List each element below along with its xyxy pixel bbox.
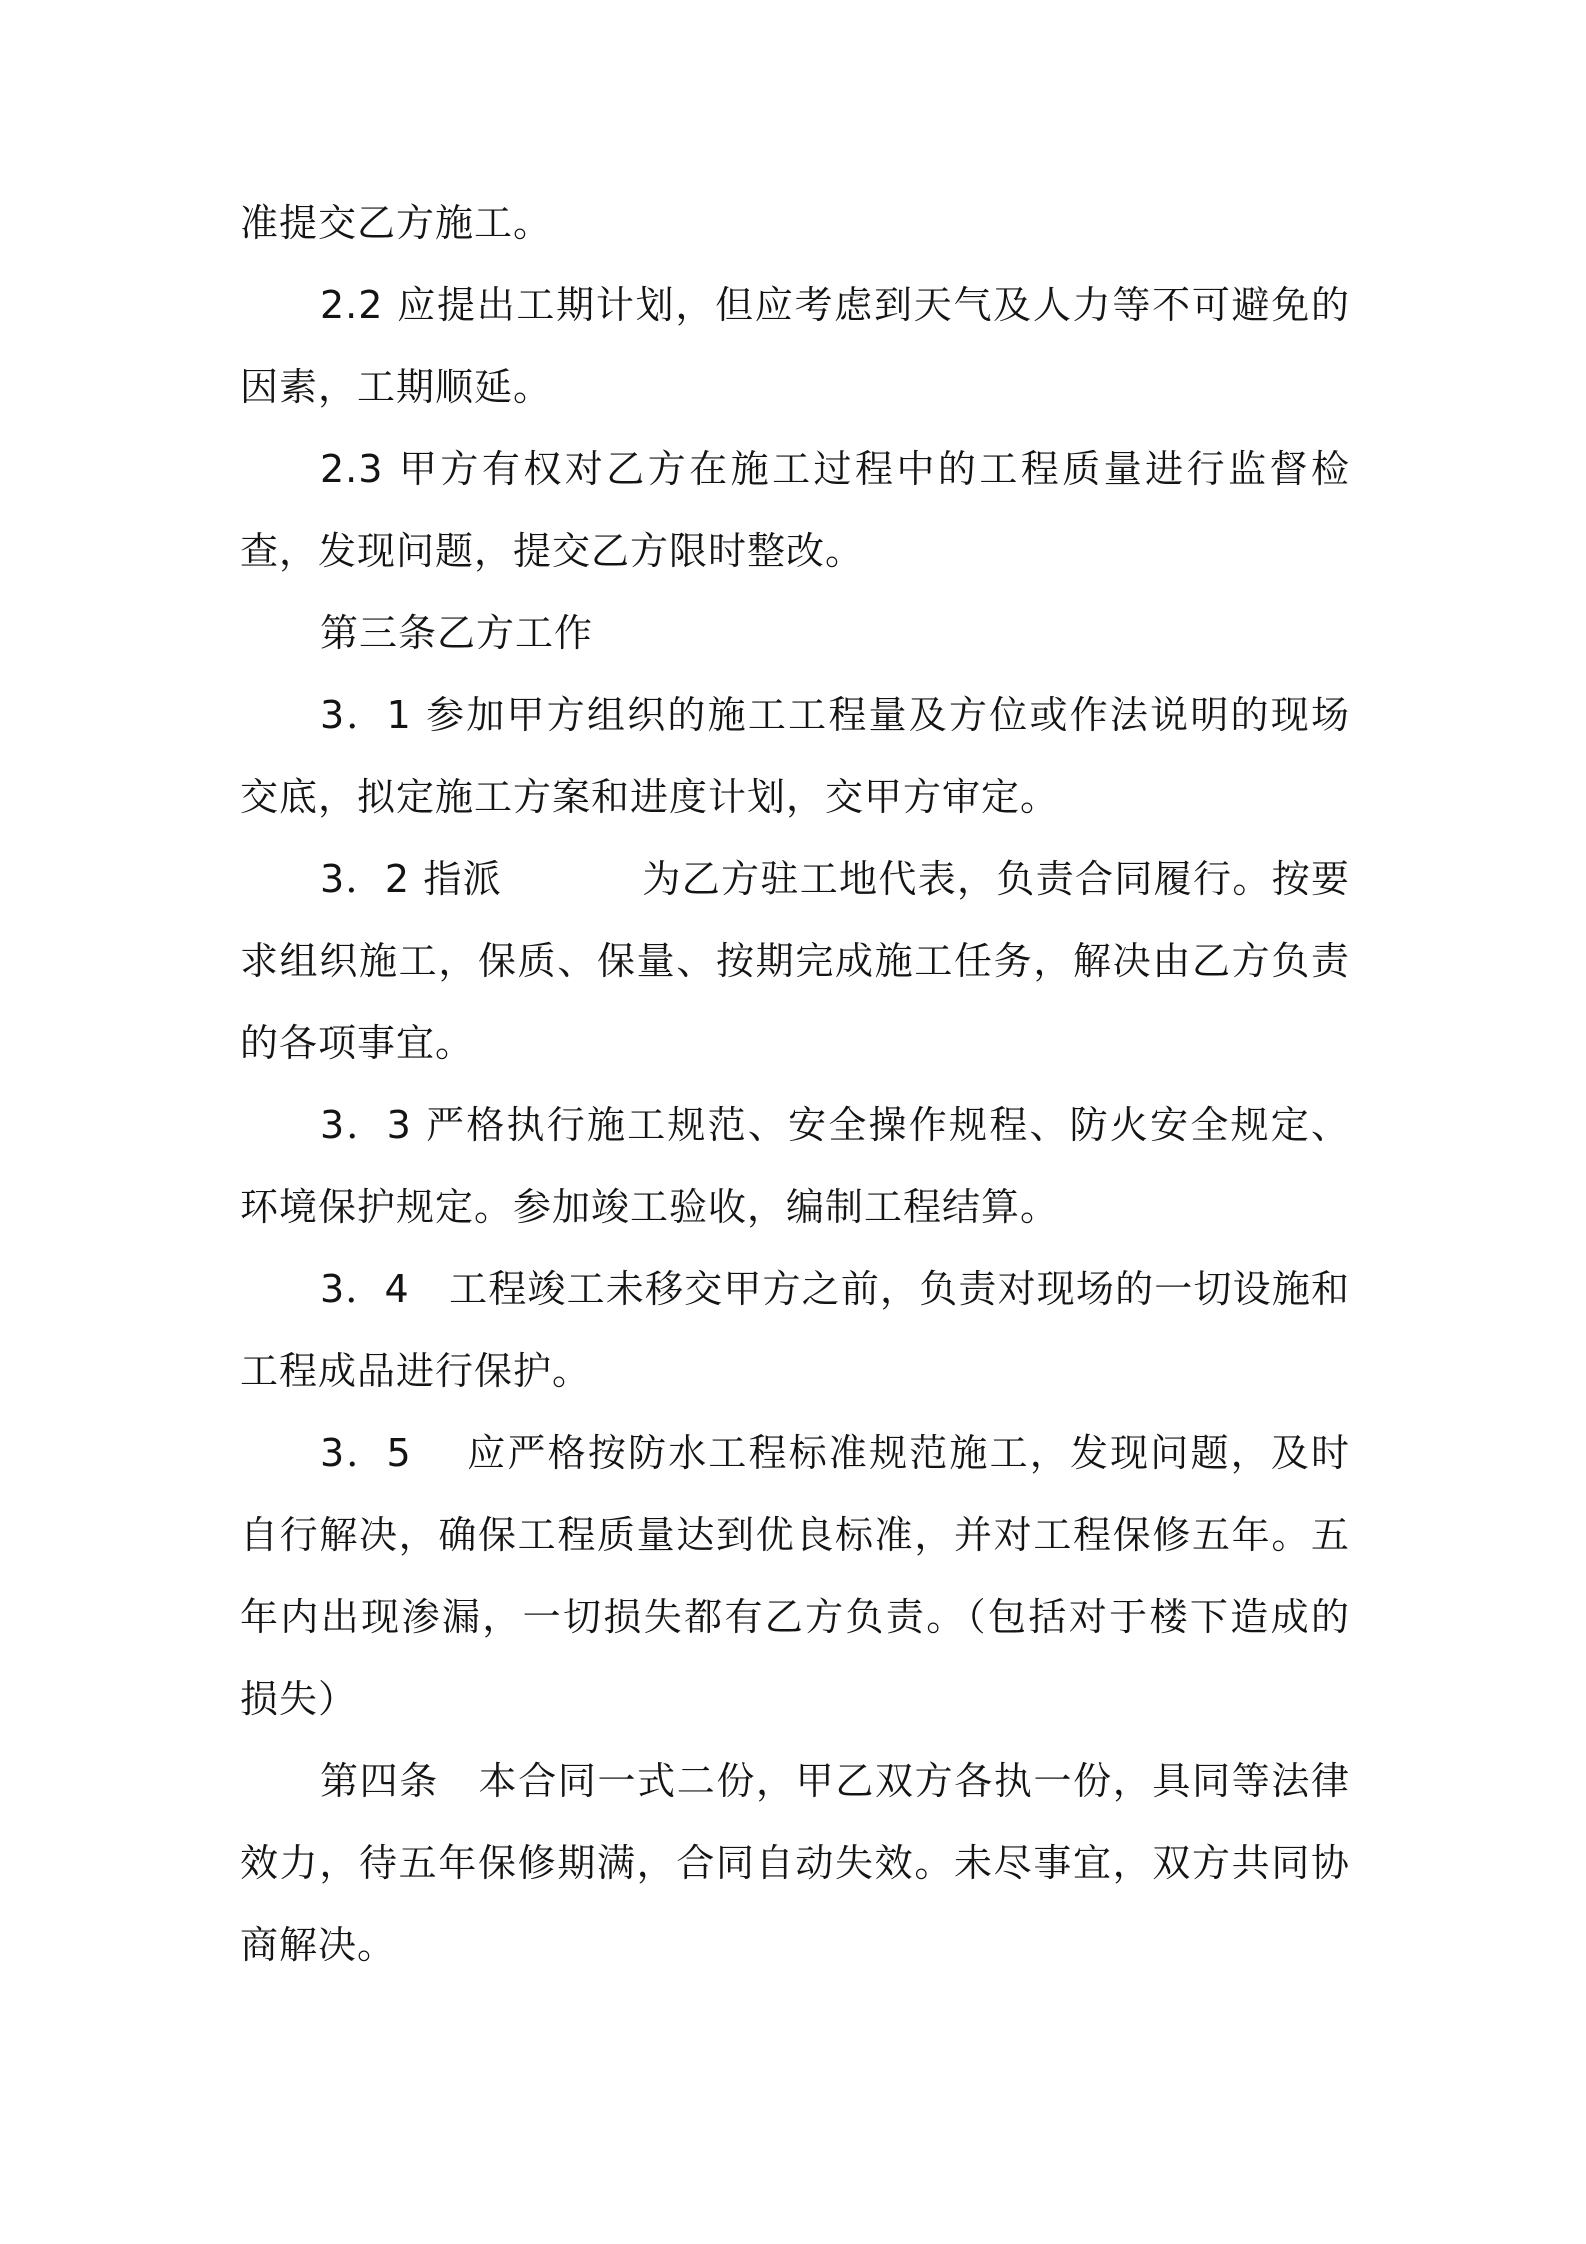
paragraph-3-3: 3．3 严格执行施工规范、安全操作规程、防火安全规定、环境保护规定。参加竣工验收，编制工程结算。	[240, 1103, 1350, 1229]
paragraph-3-1: 3．1 参加甲方组织的施工工程量及方位或作法说明的现场交底，拟定施工方案和进度计划，交甲方审定。	[240, 693, 1350, 819]
article-4-paragraph: 第四条 本合同一式二份，甲乙双方各执一份，具同等法律效力，待五年保修期满，合同自动失效。未尽事宜，双方共同协商解决。	[240, 1759, 1350, 1967]
paragraph-3-2-rest: 为乙方驻工地代表，负责合同履行。按要求组织施工，保质、保量、按期完成施工任务，解决由乙方负责的各项事宜。	[240, 857, 1350, 1065]
paragraph-3-2-start: 3．2 指派	[320, 857, 503, 901]
paragraph-3-2	[240, 838, 1350, 1084]
paragraph-2-3: 2.3 甲方有权对乙方在施工过程中的工程质量进行监督检查，发现问题，提交乙方限时整改。	[240, 447, 1350, 573]
paragraph-continuation: 准提交乙方施工。	[240, 201, 553, 245]
paragraph-3-4: 3．4 工程竣工未移交甲方之前，负责对现场的一切设施和工程成品进行保护。	[240, 1267, 1350, 1393]
article-3-heading: 第三条乙方工作	[320, 611, 594, 655]
paragraph-3-5: 3．5 应严格按防水工程标准规范施工，发现问题，及时自行解决，确保工程质量达到优良标准，并对工程保修五年。五年内出现渗漏，一切损失都有乙方负责。（包括对于楼下造成的损失）	[240, 1431, 1350, 1721]
paragraph-2-2: 2.2 应提出工期计划，但应考虑到天气及人力等不可避免的因素，工期顺延。	[240, 283, 1350, 409]
document-page	[240, 182, 1350, 1986]
